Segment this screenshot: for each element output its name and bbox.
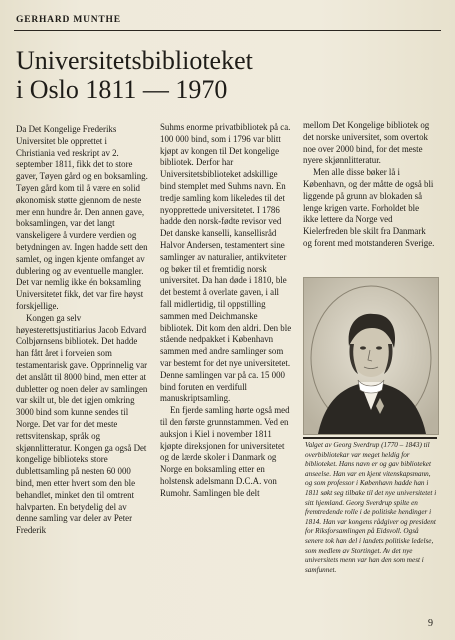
caption-rule	[303, 437, 437, 439]
text-column-1	[16, 124, 148, 537]
paragraph: En fjerde samling hørte også med til den første grunnstammen. Ved en auksjon i Kiel i november 1811 kjøpte direksjonen for universitetet og de lærde skoler i Danmark og Norge en boksamling etter en holstensk adelsmann D.C.A. von Rumohr. Samlingen ble delt	[160, 405, 290, 498]
paragraph: Da Det Kongelige Frederiks Universitet ble opprettet i Christiania ved reskript av 2. september 1811, fikk det to store gaver, Tøyen gård og en boksamling. Tøyen gård kom til å være en solid økonomisk støtte gjennom de neste mer enn hundre år. Den annen gave, boksamlingen, var det langt vanskeligere å vurdere verdien og betydningen av. Ingen hadde sett den samlet, og ingen kjente omfanget av dublering og av eventuelle mangler. Det var nemlig ikke én boksamling Universitetet fikk, det var fire høyst forskjellige.	[16, 124, 148, 311]
header-rule	[14, 30, 441, 31]
paragraph: Suhms enorme privatbibliotek på ca. 100 000 bind, som i 1796 var blitt kjøpt av kongen til Det kongelige bibliotek. Derfor har Universitetsbiblioteket adskillige bind stemplet med Suhms navn. En tredje samling kom likeledes til det nyopprettede universitetet. I 1786 hadde den norsk-fødte revisor ved Det danske kanselli, kansellisråd Halvor Andersen, testamentert sine samlinger av naturalier, antikviteter og bøker til et fremtidig norsk universitet. Da han døde i 1810, ble det bestemt å overlate gaven, i all fall midlertidig, til oppstilling sammen med Deichmanske bibliotek. Dit kom den aldri. Den ble stående nedpakket i København sammen med andre samlinger som var bestemt for det nye universitetet. Denne samlingen var på ca. 15 000 bind foruten en verdifull manuskriptsamling.	[160, 122, 292, 404]
title-line-2: i Oslo 1811 — 1970	[16, 75, 228, 104]
paragraph: mellom Det Kongelige bibliotek og det norske universitet, som overtok noe over 2000 bind, for det meste nyere skjønnlitteratur.	[303, 120, 430, 166]
author-name: GERHARD MUNTHE	[16, 15, 121, 25]
page-number: 9	[428, 618, 433, 629]
portrait-engraving-icon	[303, 277, 439, 435]
portrait-caption: Valget av Georg Sverdrup (1770 – 1843) til overbibliotekar var meget heldig for biblioteket. Hans navn er og gav biblioteket anseelse. Han var en kjent vitenskapsmann, og som professor i København hadde han i 1811 søkt seg tilbake til det nye universitetet i sitt hjemland. Georg Sverdrup spilte en fremtredende rolle i de politiske hendinger i 1814. Han var kongens rådgiver og president for Riksforsamlingen på Eidsvoll. Også senere tok han del i landets politiske ledelse, som medlem av Stortinget. Av det nye universitets menn var han den som mest i samfunnet.	[305, 441, 437, 574]
text-column-3	[303, 120, 435, 250]
paragraph: Kongen ga selv høyesterettsjustitiarius Jacob Edvard Colbjørnsens bibliotek. Det hadde han fått året i forveien som testamentarisk gave. Opprinnelig var det anslått til 8000 bind, men etter at dubletter og noen deler av samlingen var skilt ut, ble det igjen omkring 3000 bind som kunne sendes til Norge. Det var for det meste rettsvitenskap, språk og skjønnlitteratur. Kongen ga også Det kongelige biblioteks store dublettsamling på nesten 60 000 bind, men etter hvert som den ble behandlet, minket den til omtrent halvparten. En betydelig del av denne samling var deler av Peter Frederik	[16, 312, 148, 536]
paragraph: Men alle disse bøker lå i København, og der måtte de også bli liggende på grunn av blokaden så lenge krigen varte. Forholdet ble ikke lettere da Norge ved Kielerfreden ble skilt fra Danmark og forent med motstanderen Sverige.	[303, 167, 435, 248]
text-column-2	[160, 122, 292, 500]
title-line-1: Universitetsbiblioteket	[16, 46, 253, 75]
page-title	[16, 46, 253, 104]
